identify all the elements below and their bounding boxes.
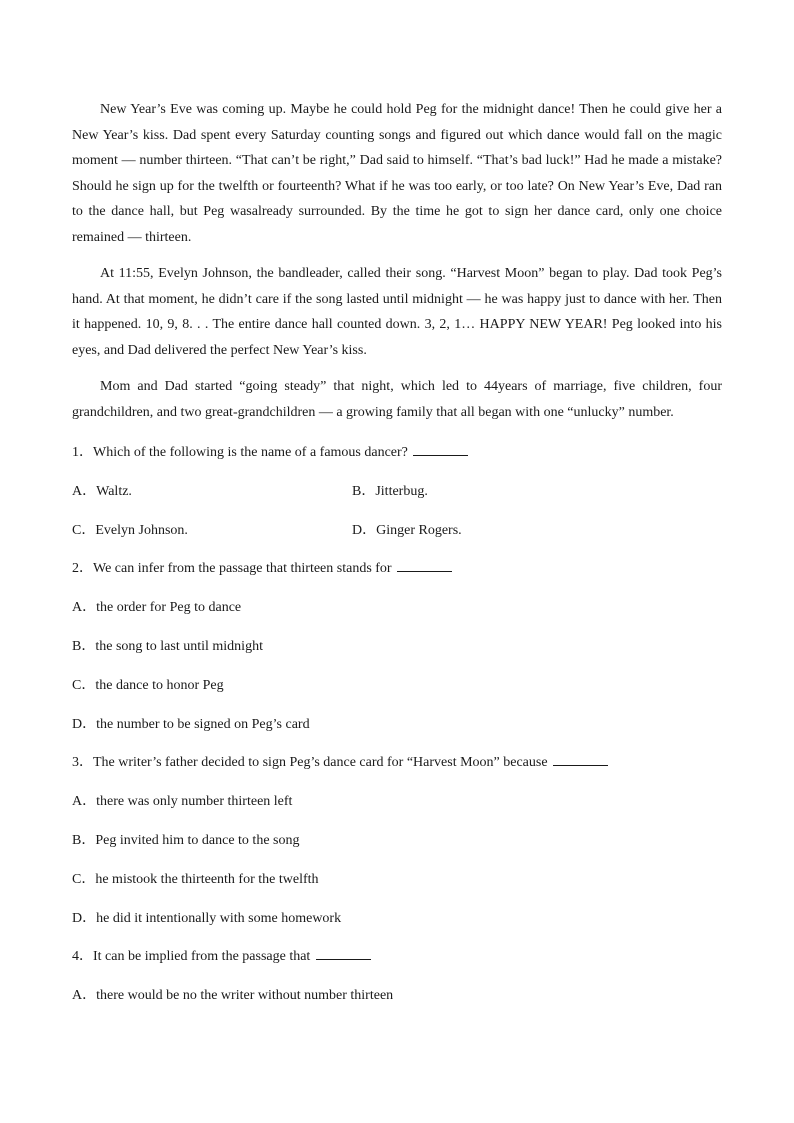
option-c[interactable] — [72, 518, 352, 557]
option-letter: B． — [72, 638, 96, 654]
option-a[interactable] — [72, 479, 352, 518]
question-number: 2． — [72, 561, 93, 577]
option-text: he mistook the thirteenth for the twelfth — [95, 871, 319, 887]
option-letter: A． — [72, 483, 97, 499]
option-d[interactable] — [72, 906, 722, 945]
option-letter: D． — [72, 716, 97, 732]
question-4 — [72, 944, 722, 983]
option-a[interactable] — [72, 789, 722, 828]
option-letter: A． — [72, 794, 97, 810]
question-stem: The writer’s father decided to sign Peg’s dance card for “Harvest Moon” because — [93, 755, 548, 771]
answer-blank[interactable] — [413, 441, 468, 456]
question-stem: Which of the following is the name of a famous dancer? — [93, 445, 408, 460]
answer-blank[interactable] — [316, 945, 371, 960]
option-a[interactable] — [72, 983, 722, 1022]
option-d[interactable] — [72, 712, 722, 751]
option-text: the order for Peg to dance — [96, 600, 242, 616]
option-text: Evelyn Johnson. — [95, 522, 188, 538]
option-row — [72, 518, 722, 557]
option-text: Ginger Rogers. — [376, 522, 462, 538]
option-letter: A． — [72, 600, 97, 616]
reading-passage — [72, 97, 722, 436]
option-text: the dance to honor Peg — [95, 677, 224, 693]
option-b[interactable] — [72, 828, 722, 867]
option-text: he did it intentionally with some homework — [96, 910, 342, 926]
question-3 — [72, 750, 722, 789]
question-1 — [72, 440, 722, 479]
option-letter: B． — [72, 832, 96, 848]
question-number: 3． — [72, 755, 93, 771]
option-text: Jitterbug. — [375, 483, 428, 499]
question-stem: We can infer from the passage that thirteen stands for — [93, 561, 392, 577]
answer-blank[interactable] — [553, 751, 608, 766]
option-text: the song to last until midnight — [95, 638, 263, 654]
option-letter: C． — [72, 677, 96, 693]
option-letter: D． — [72, 910, 97, 926]
passage-paragraph: Mom and Dad started “going steady” that night, which led to 44years of marriage, five children, four grandchildren, and two great-grandchildren — a growing family that all began with one “unlucky” number. — [72, 379, 722, 420]
question-number: 4． — [72, 949, 93, 965]
question-2 — [72, 556, 722, 595]
option-row — [72, 479, 722, 518]
option-letter: B． — [352, 483, 376, 499]
option-d[interactable] — [352, 518, 652, 557]
option-text: the number to be signed on Peg’s card — [96, 716, 310, 732]
option-letter: C． — [72, 871, 96, 887]
question-stem: It can be implied from the passage that — [93, 949, 311, 965]
passage-paragraph: New Year’s Eve was coming up. Maybe he could hold Peg for the midnight dance! Then he could give her a New Year’s kiss. Dad spent every Saturday counting songs and figured out which dance would fall on the magic moment — number thirteen. “That can’t be right,” Dad said to himself. “That’s bad luck!” Had he made a mistake? Should he sign up for the twelfth or fourteenth? What if he was too early, or too late? On New Year’s Eve, Dad ran to the dance hall, but Peg wasalready surrounded. By the time he got to sign her dance card, only one choice remained — thirteen. — [72, 102, 722, 245]
option-letter: A． — [72, 988, 97, 1004]
question-number: 1． — [72, 445, 93, 460]
passage-paragraph: At 11:55, Evelyn Johnson, the bandleader, called their song. “Harvest Moon” began to play. Dad took Peg’s hand. At that moment, he didn’t care if the song lasted until midnight — he was happy just to dance with her. Then it happened. 10, 9, 8. . . The entire dance hall counted down. 3, 2, 1… HAPPY NEW YEAR! Peg looked into his eyes, and Dad delivered the perfect New Year’s kiss. — [72, 266, 722, 358]
question-list — [72, 440, 722, 1022]
option-b[interactable] — [72, 634, 722, 673]
option-letter: D． — [352, 522, 377, 538]
option-b[interactable] — [352, 479, 652, 518]
option-letter: C． — [72, 522, 96, 538]
option-text: Peg invited him to dance to the song — [95, 832, 300, 848]
answer-blank[interactable] — [397, 557, 452, 572]
option-text: there was only number thirteen left — [96, 794, 293, 810]
option-c[interactable] — [72, 867, 722, 906]
option-c[interactable] — [72, 673, 722, 712]
option-text: Waltz. — [96, 483, 132, 499]
option-a[interactable] — [72, 595, 722, 634]
option-text: there would be no the writer without number thirteen — [96, 988, 394, 1004]
